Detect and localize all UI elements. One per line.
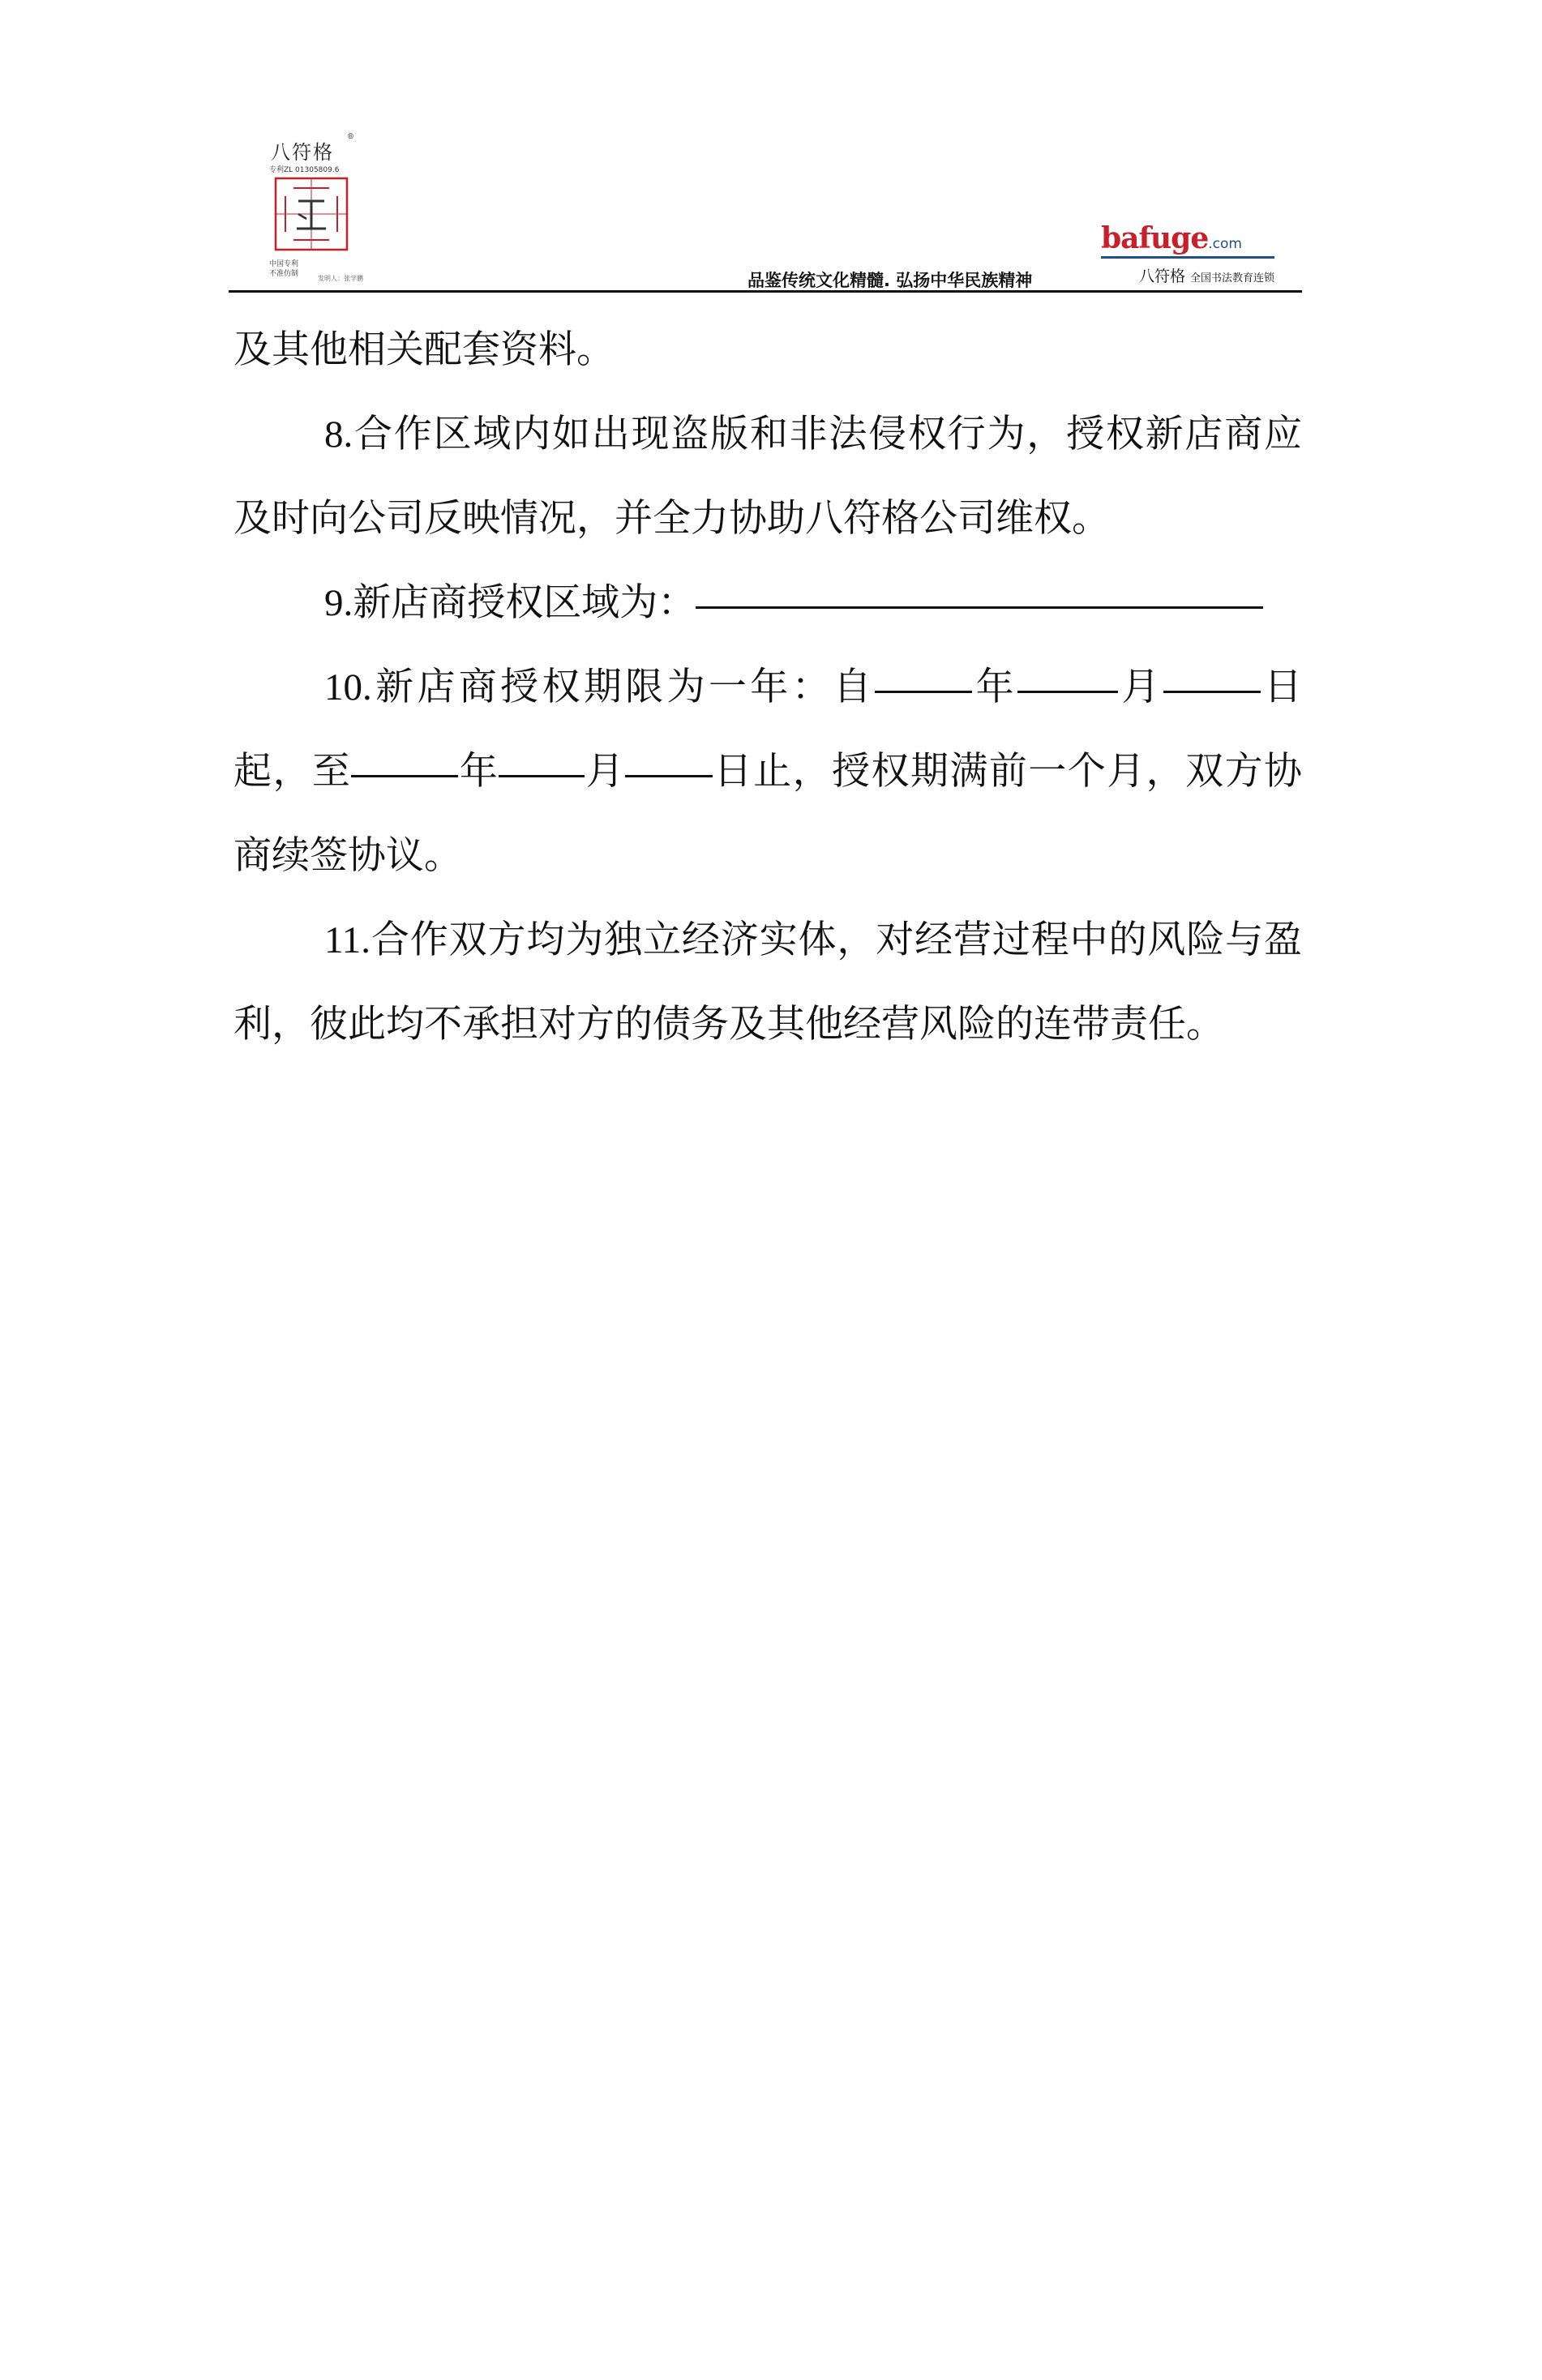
clause-9-number: 9. [324,582,353,624]
end-day-field[interactable] [625,737,713,777]
site-domain-text: bafuge [1101,221,1209,255]
site-brand [1099,221,1278,256]
patent-line-2: 不准仿制 [269,270,299,278]
authorized-region-field[interactable] [696,568,1263,609]
page-header [229,122,1302,296]
sub-brand-text: 全国书法教育连锁 [1189,272,1274,285]
clause-10-text-1: 新店商授权期限为一年：自 [371,665,876,709]
inventor-label: 发明人：张学鹏 [318,275,363,282]
clause-11 [233,898,1302,1067]
paragraph-continuation: 及其他相关配套资料。 [233,327,615,372]
sub-brand [1139,264,1274,286]
clause-11-number: 11. [324,919,371,961]
clause-10 [233,645,1302,898]
clause-10-text-3: 月 [1117,665,1163,709]
header-slogan: 品鉴传统文化精髓. 弘扬中华民族精神 [747,271,1033,290]
grid-character-icon [274,177,349,251]
end-year-field[interactable] [351,737,458,777]
clause-10-text-5: 年 [458,749,499,794]
clause-10-text-6: 月 [585,749,626,794]
registered-mark: ® [347,133,354,141]
clause-8 [233,392,1302,561]
clause-10-number: 10. [324,666,372,708]
clause-11-text: 合作双方均为独立经济实体，对经营过程中的风险与盈利，彼此均不承担对方的债务及其他经营风险的连带责任。 [233,918,1302,1047]
site-logo [1101,221,1242,255]
patent-line-1: 中国专利 [269,260,299,268]
end-month-field[interactable] [499,737,585,777]
header-divider [229,290,1302,293]
logo-brand-name: 八符格 [271,141,334,164]
bafuge-logo [268,133,373,282]
clause-10-text-2: 年 [972,665,1017,709]
start-day-field[interactable] [1163,653,1261,693]
clause-9-text: 新店商授权区域为： [353,580,696,625]
site-underline [1101,256,1274,259]
document-body [233,308,1302,1067]
clause-10-text-4: 日起，至 [233,665,1303,794]
start-year-field[interactable] [875,653,972,693]
clause-10-text-7: 日止，授权期满前一个月，双方协商续签协议。 [233,749,1303,878]
clause-9 [233,561,1302,645]
site-tld-text: .com [1208,236,1242,252]
patent-number: 专利ZL 01305809.6 [269,166,340,174]
sub-brand-calligraphy: 八符格 [1138,268,1185,285]
clause-8-text: 合作区域内如出现盗版和非法侵权行为，授权新店商应及时向公司反映情况，并全力协助八符格公司维权。 [233,412,1302,541]
clause-8-number: 8. [324,413,353,456]
start-month-field[interactable] [1017,653,1118,693]
